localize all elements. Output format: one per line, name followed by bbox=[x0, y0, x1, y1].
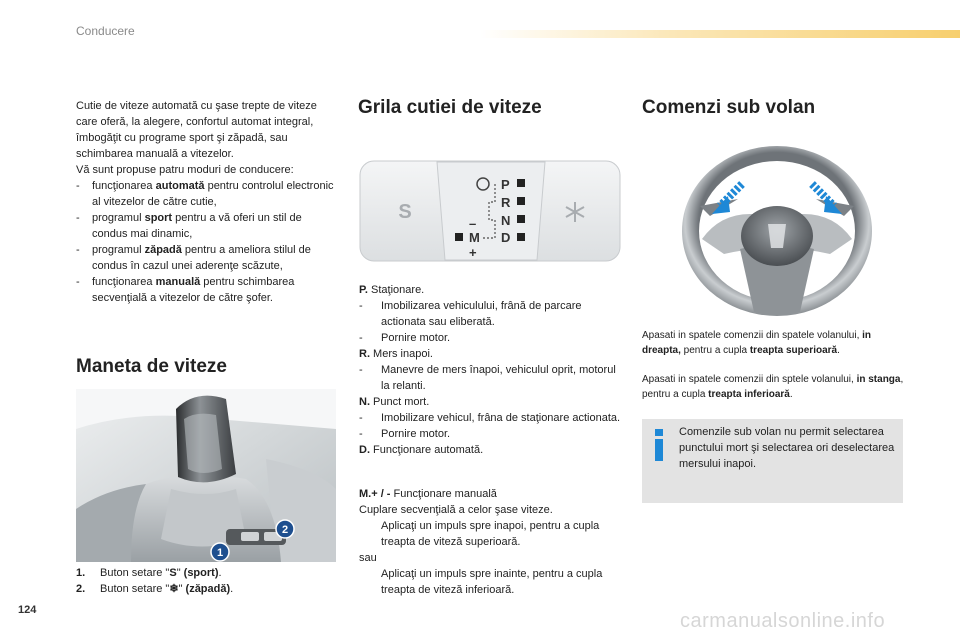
caption-row: 2. Buton setare "❄" (zăpadă). bbox=[76, 583, 234, 595]
list-item: - Manevre de mers înapoi, vehiculul oprit, motorul la relanti. bbox=[359, 364, 616, 392]
modes-list bbox=[76, 178, 338, 306]
header-gradient-bar bbox=[0, 30, 960, 38]
info-icon bbox=[653, 429, 671, 461]
intro-modes-lead: Vă sunt propuse patru moduri de conducere: bbox=[76, 164, 294, 176]
list-item: - Imobilizare vehicul, frâna de staţionare actionata. bbox=[359, 412, 621, 424]
callout-2: 2 bbox=[281, 524, 289, 536]
callout-1: 1 bbox=[216, 547, 224, 559]
maneta-heading: Maneta de viteze bbox=[76, 356, 227, 377]
list-item: Aplicaţi un impuls spre inainte, pentru a cupla treapta de viteză inferioară. bbox=[381, 568, 603, 596]
manual-mode-text: M.+ / - Funcţionare manuală Cuplare secvenţială a celor şase viteze. Aplicaţi un impuls spre inapoi, pentru a cupla treapta de viteză superioară. sau Aplicaţi un impuls spre inainte, pentru a cupla treapta de viteză inferioară. bbox=[359, 486, 621, 598]
gear-lever-photo bbox=[76, 389, 336, 562]
svg-text:–: – bbox=[469, 216, 477, 231]
list-item: - funcţionarea automată pentru controlul electronic al vitezelor de către cutie, bbox=[76, 178, 338, 210]
svg-text:D: D bbox=[501, 230, 511, 245]
watermark: carmanualsonline.info bbox=[680, 610, 886, 632]
svg-text:N: N bbox=[501, 213, 511, 228]
svg-text:M: M bbox=[469, 230, 480, 245]
gear-positions-text: P. Staţionare. - Imobilizarea vehiculului, frână de parcare actionata sau eliberată. - Pornire motor. R. Mers inapoi. - Manevre de mers înapoi, vehiculul oprit, motorul la relanti. N. Punct mort. - Imobilizare vehicul, frâna de staţionare actionata. - Pornire motor. D. Funcţionare automată. bbox=[359, 284, 621, 456]
info-text: Comenzile sub volan nu permit selectarea punctului mort şi selectarea ori deselectarea mersului inapoi. bbox=[679, 426, 895, 470]
right-paddle-text: Apasati in spatele comenzii din spatele volanului, in dreapta, pentru a cupla treapta superioară. bbox=[642, 330, 872, 356]
comenzi-heading: Comenzi sub volan bbox=[642, 97, 816, 118]
intro-text bbox=[76, 98, 338, 306]
list-item: - programul zăpadă pentru a ameliora stilul de condus în cazul unei aderenţe scăzute, bbox=[76, 242, 338, 274]
svg-text:P: P bbox=[501, 177, 510, 192]
list-item: - Pornire motor. bbox=[359, 332, 451, 344]
list-item: - programul sport pentru a vă oferi un stil de condus mai dinamic, bbox=[76, 210, 338, 242]
svg-text:R: R bbox=[501, 195, 511, 210]
list-item: Aplicaţi un impuls spre inapoi, pentru a cupla treapta de viteză superioară. bbox=[381, 520, 600, 548]
left-paddle-text: Apasati in spatele comenzii din sptele volanului, in stanga, pentru a cupla treapta inferioară. bbox=[642, 374, 904, 400]
gear-captions bbox=[76, 565, 338, 597]
caption-row: 1. Buton setare "S" (sport). bbox=[76, 567, 222, 579]
info-box bbox=[642, 419, 903, 503]
section-title: Conducere bbox=[76, 24, 135, 38]
gear-grid-panel bbox=[359, 160, 621, 262]
list-item: - funcţionarea manuală pentru schimbarea secvenţială a vitezelor de către şofer. bbox=[76, 274, 338, 306]
list-item: - Pornire motor. bbox=[359, 428, 451, 440]
page-number: 124 bbox=[18, 604, 37, 616]
steering-wheel-photo bbox=[680, 144, 874, 318]
svg-text:+: + bbox=[469, 245, 477, 260]
list-item: - Imobilizarea vehiculului, frână de parcare actionata sau eliberată. bbox=[359, 300, 582, 328]
grila-heading: Grila cutiei de viteze bbox=[358, 97, 542, 118]
brand-logo bbox=[768, 224, 786, 248]
sport-button-label: S bbox=[398, 201, 412, 223]
intro-paragraph: Cutie de viteze automată cu şase trepte de viteze care oferă, la alegere, confortul automat integral, îmbogăţit cu programe sport şi zăpadă, sau schimbarea manuală a vitezelor. bbox=[76, 100, 317, 160]
